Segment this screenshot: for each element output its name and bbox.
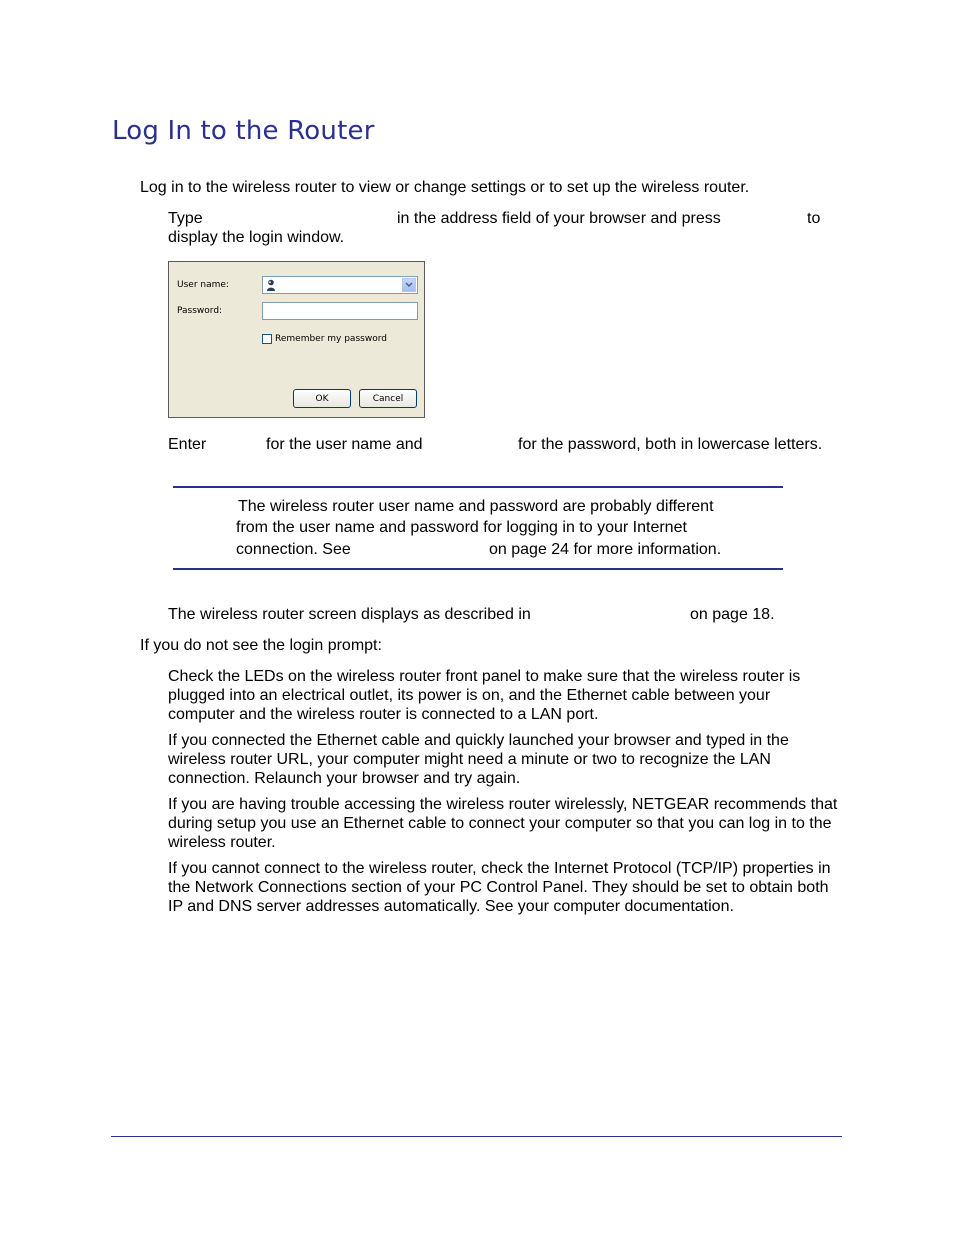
step2-enter: Enter <box>168 436 207 453</box>
password-field[interactable] <box>262 302 418 320</box>
note-line3b: on page 24 for more information. <box>489 541 722 558</box>
step2-user-text: for the user name and <box>266 436 423 453</box>
user-name-combo[interactable] <box>262 276 418 294</box>
page-title: Log In to the Router <box>112 116 375 146</box>
note-bottom-rule <box>173 568 783 570</box>
user-icon <box>266 279 276 294</box>
list-item: If you cannot connect to the wireless router, check the Internet Protocol (TCP/IP) properties in the Network Connections section of your PC Control Panel. They should be set to obtain both IP and DNS server addresses automatically. See your computer documentation. <box>168 860 831 915</box>
note-line1: The wireless router user name and password are probably different <box>238 498 714 515</box>
note-line3a: connection. See <box>236 541 351 558</box>
step1-address-text: in the address field of your browser and press <box>397 210 721 227</box>
password-label: Password: <box>177 306 223 316</box>
step3-page: on page 18. <box>690 606 775 623</box>
list-item: Check the LEDs on the wireless router front panel to make sure that the wireless router is plugged into an electrical outlet, its power is on, and the Ethernet cable between your computer and the wireless router is connected to a LAN port. <box>168 668 801 723</box>
note-line2: from the user name and password for logging in to your Internet <box>236 519 687 536</box>
note-top-rule <box>173 486 783 488</box>
step2-password-text: for the password, both in lowercase letters. <box>518 436 823 453</box>
cancel-button[interactable]: Cancel <box>359 389 417 408</box>
footer-rule <box>111 1136 842 1137</box>
chevron-down-icon[interactable] <box>402 278 416 292</box>
login-dialog <box>168 261 425 418</box>
step3-text: The wireless router screen displays as described in <box>168 606 531 623</box>
remember-label: Remember my password <box>275 334 387 344</box>
list-item: If you are having trouble accessing the wireless router wirelessly, NETGEAR recommends that during setup you use an Ethernet cable to connect your computer so that you can log in to the wireless router. <box>168 796 838 851</box>
step1-to: to <box>807 210 821 227</box>
remember-checkbox[interactable] <box>262 334 272 344</box>
ok-button[interactable]: OK <box>293 389 351 408</box>
user-name-label: User name: <box>177 280 229 290</box>
step1-type: Type <box>168 210 203 227</box>
step1-line2: display the login window. <box>168 229 345 246</box>
list-item: If you connected the Ethernet cable and quickly launched your browser and typed in the wireless router URL, your computer might need a minute or two to recognize the LAN connection. Relaunch your browser and try again. <box>168 732 789 787</box>
no-prompt-text: If you do not see the login prompt: <box>140 637 382 654</box>
intro-text: Log in to the wireless router to view or change settings or to set up the wireless router. <box>140 179 750 196</box>
